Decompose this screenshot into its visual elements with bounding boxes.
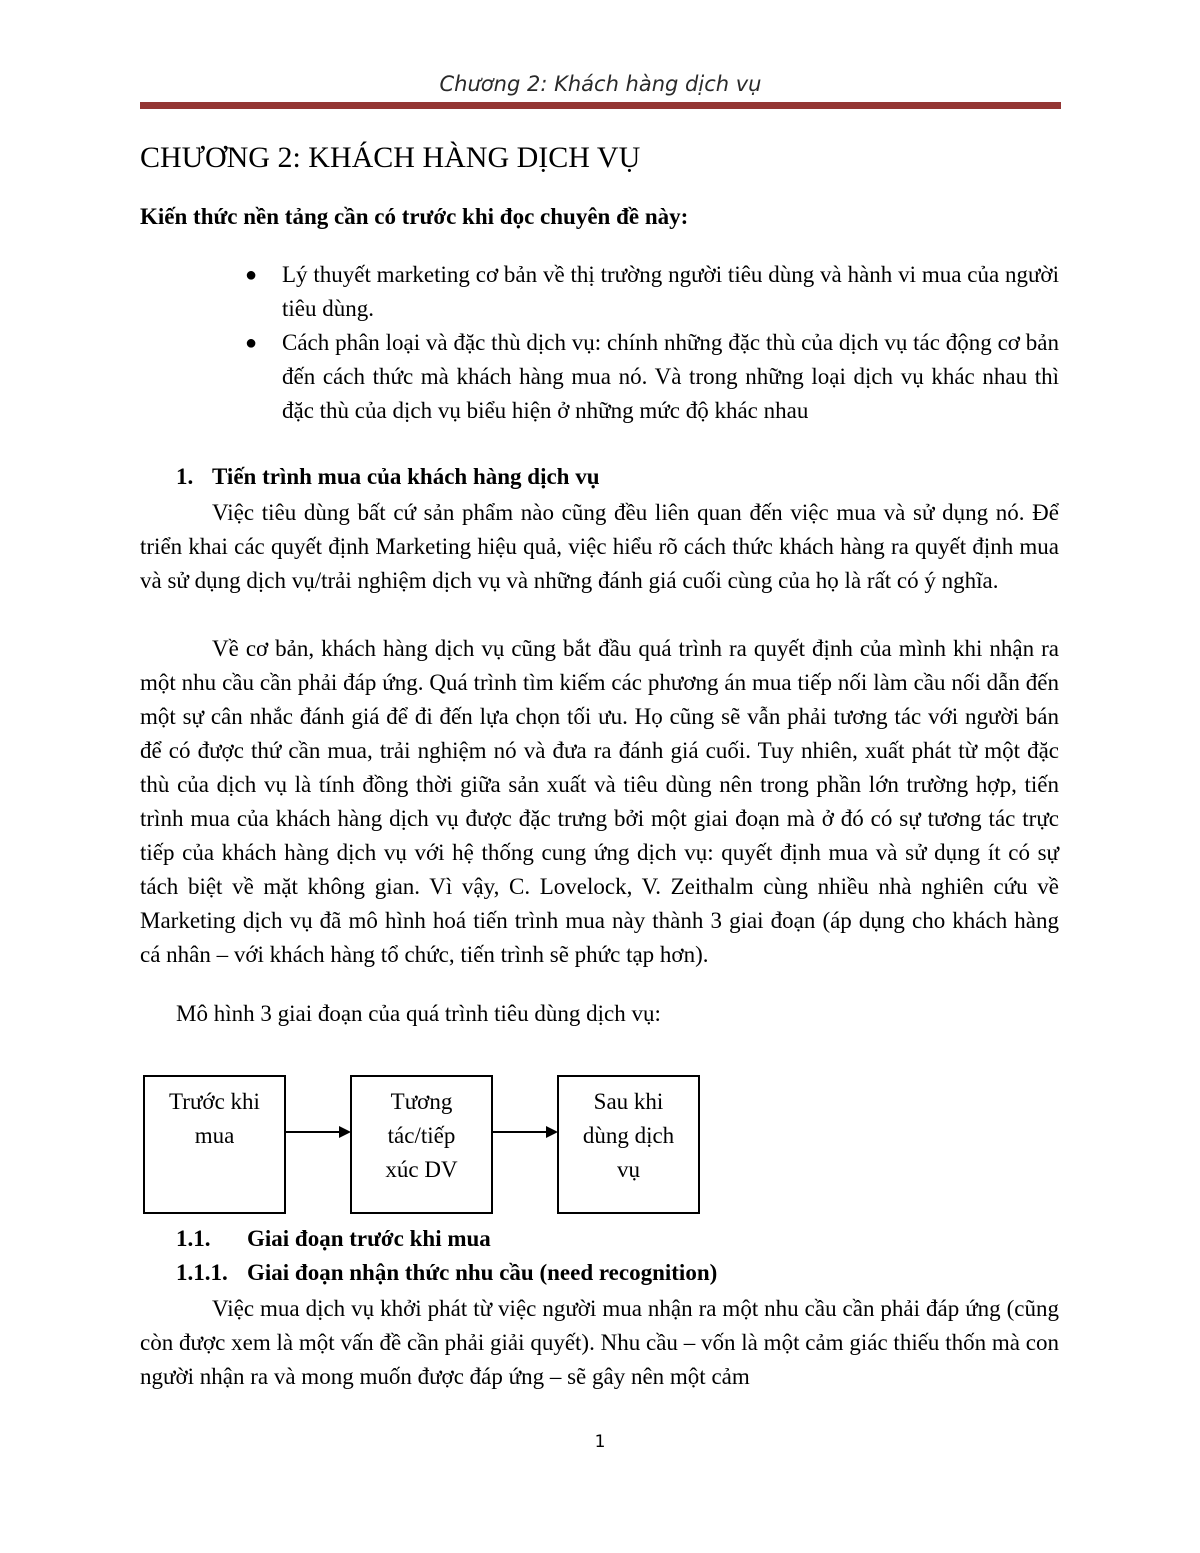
- list-item-text: Cách phân loại và đặc thù dịch vụ: chính những đặc thù của dịch vụ tác động cơ bản đến cách thức mà khách hàng mua nó. Và trong những loại dịch vụ khác nhau thì đặc thù của dịch vụ biểu hiện ở những mức độ khác nhau: [282, 330, 1059, 423]
- chapter-title: CHƯƠNG 2: KHÁCH HÀNG DỊCH VỤ: [140, 141, 641, 174]
- section-title: Tiến trình mua của khách hàng dịch vụ: [212, 464, 600, 489]
- bullet-icon: ●: [245, 264, 258, 286]
- model-intro: Mô hình 3 giai đoạn của quá trình tiêu dùng dịch vụ:: [176, 1001, 661, 1026]
- arrow-icon: [493, 1126, 558, 1138]
- paragraph: Về cơ bản, khách hàng dịch vụ cũng bắt đầu quá trình ra quyết định của mình khi nhận ra một nhu cầu cần phải đáp ứng. Quá trình tìm kiếm các phương án mua tiếp nối làm cầu nối dẫn đến một sự cân nhắc đánh giá để đi đến lựa chọn tối ưu. Họ cũng sẽ vẫn phải tương tác với người bán để có được thứ cần mua, trải nghiệm nó và đưa ra đánh giá cuối. Tuy nhiên, xuất phát từ một đặc thù của dịch vụ là tính đồng thời giữa sản xuất và tiêu dùng nên trong phần lớn trường hợp, tiến trình mua của khách hàng dịch vụ được đặc trưng bởi một giai đoạn mà ở đó có sự tương tác trực tiếp của khách hàng dịch vụ với hệ thống cung ứng dịch vụ: quyết định mua và sử dụng ít có sự tách biệt về mặt không gian. Vì vậy, C. Lovelock, V. Zeithalm cùng nhiều nhà nghiên cứu về Marketing dịch vụ đã mô hình hoá tiến trình mua này thành 3 giai đoạn (áp dụng cho khách hàng cá nhân – với khách hàng tổ chức, tiến trình sẽ phức tạp hơn).: [140, 636, 1059, 967]
- stage-box-interaction: Tương tác/tiếp xúc DV: [350, 1075, 493, 1214]
- section-1-1-heading: [176, 1226, 491, 1252]
- section-1-heading: [176, 464, 600, 490]
- arrow-icon: [286, 1126, 351, 1138]
- section-title: Giai đoạn nhận thức nhu cầu (need recognition): [247, 1260, 718, 1285]
- stage-box-after-use: Sau khi dùng dịch vụ: [557, 1075, 700, 1214]
- list-item: [245, 258, 1059, 326]
- prerequisites-heading: Kiến thức nền tảng cần có trước khi đọc chuyên đề này:: [140, 204, 689, 229]
- header-rule: [140, 102, 1061, 109]
- section-number: 1.1.: [176, 1226, 211, 1251]
- list-item: [245, 326, 1059, 428]
- running-header: Chương 2: Khách hàng dịch vụ: [439, 72, 762, 96]
- page-number: 1: [594, 1432, 606, 1452]
- process-diagram: [140, 1070, 710, 1220]
- section-1-1-1-heading: [176, 1260, 717, 1286]
- section-number: 1.1.1.: [176, 1260, 228, 1285]
- list-item-text: Lý thuyết marketing cơ bản về thị trường người tiêu dùng và hành vi mua của người tiêu dùng.: [282, 262, 1059, 321]
- prerequisites-list: [245, 258, 1059, 428]
- section-number: 1.: [176, 464, 194, 489]
- bullet-icon: ●: [245, 332, 258, 354]
- paragraph: Việc tiêu dùng bất cứ sản phẩm nào cũng đều liên quan đến việc mua và sử dụng nó. Để triển khai các quyết định Marketing hiệu quả, việc hiểu rõ cách thức khách hàng ra quyết định mua và sử dụng dịch vụ/trải nghiệm dịch vụ và những đánh giá cuối cùng của họ là rất có ý nghĩa.: [140, 500, 1059, 593]
- stage-box-before-purchase: Trước khi mua: [143, 1075, 286, 1214]
- section-title: Giai đoạn trước khi mua: [247, 1226, 491, 1251]
- paragraph: Việc mua dịch vụ khởi phát từ việc người mua nhận ra một nhu cầu cần phải đáp ứng (cũng còn được xem là một vấn đề cần phải giải quyết). Nhu cầu – vốn là một cảm giác thiếu thốn mà con người nhận ra và mong muốn được đáp ứng – sẽ gây nên một cảm: [140, 1296, 1059, 1389]
